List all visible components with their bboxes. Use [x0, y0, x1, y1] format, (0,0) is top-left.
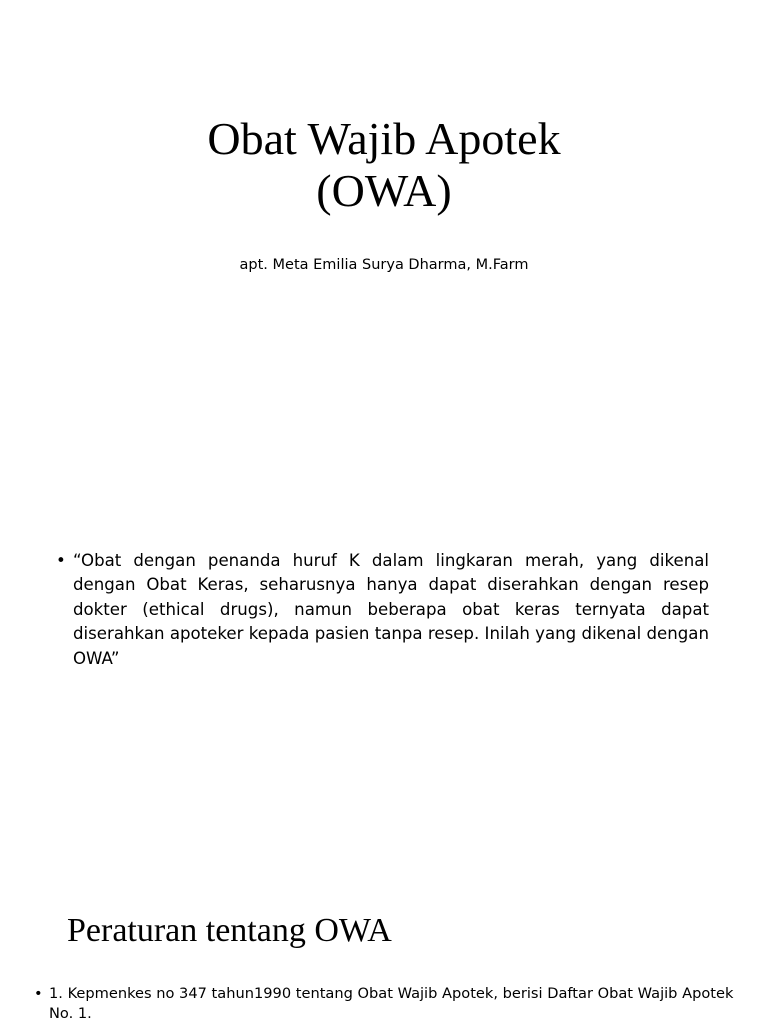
bullet-text: “Obat dengan penanda huruf K dalam lingkaran merah, yang dikenal dengan Obat Keras, seharusnya hanya dapat diserahkan dengan resep dokter (ethical drugs), namun beberapa obat keras ternyata dapat diserahkan apoteker kepada pasien tanpa resep. Inilah yang dikenal dengan OWA” [73, 551, 709, 668]
bullet-item [34, 984, 734, 1024]
regulation-bullet-list [34, 984, 734, 1024]
bullet-text: 1. Kepmenkes no 347 tahun1990 tentang Obat Wajib Apotek, berisi Daftar Obat Wajib Apotek No. 1. [49, 985, 734, 1022]
author-subtitle: apt. Meta Emilia Surya Dharma, M.Farm [239, 257, 529, 273]
section-heading: Peraturan tentang OWA [67, 912, 392, 949]
bullet-dot-icon: • [34, 985, 43, 1002]
bullet-item [56, 549, 709, 671]
bullet-dot-icon: • [56, 551, 66, 570]
title-line-2: (OWA) [316, 165, 452, 216]
slide-title [0, 113, 768, 217]
definition-bullet-list [56, 549, 709, 671]
title-line-1: Obat Wajib Apotek [207, 113, 561, 164]
